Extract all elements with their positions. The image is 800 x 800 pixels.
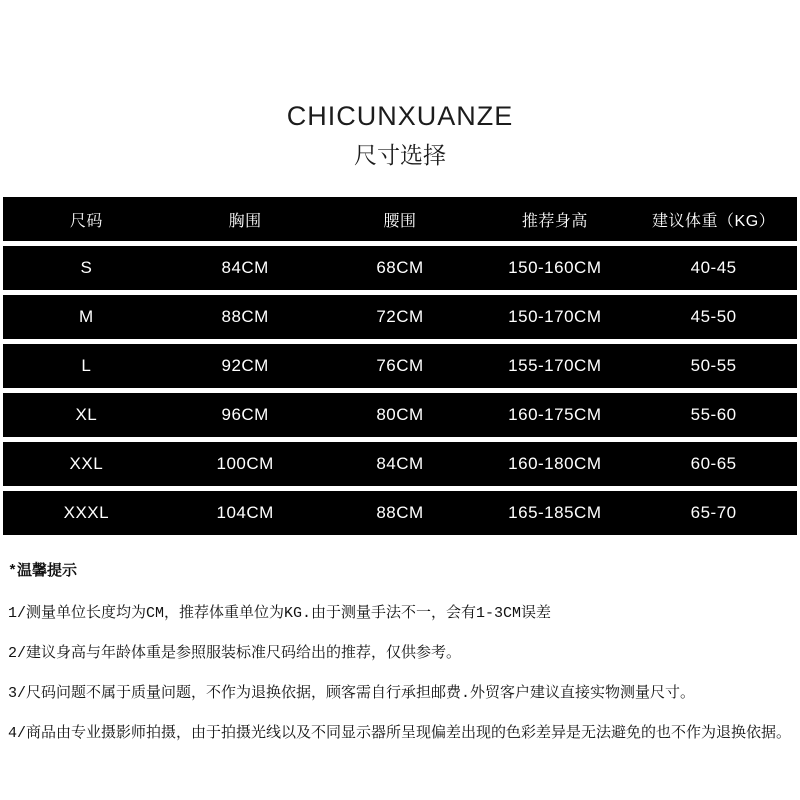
cell-waist: 68CM <box>376 258 424 277</box>
size-table-header-row <box>3 197 797 241</box>
cell-chest: 100CM <box>216 454 274 473</box>
cell-weight: 60-65 <box>690 454 737 473</box>
note-item-3: 3/尺码问题不属于质量问题，不作为退换依据，顾客需自行承担邮费.外贸客户建议直接实物测量尺寸。 <box>8 685 696 702</box>
header-cell-height: 推荐身高 <box>521 212 588 230</box>
cell-height: 150-170CM <box>508 307 602 326</box>
header-cell-weight: 建议体重（KG） <box>652 212 776 230</box>
header-cell-chest: 胸围 <box>228 212 262 230</box>
cell-size: M <box>79 307 94 326</box>
table-row-m <box>3 295 797 339</box>
cell-chest: 84CM <box>221 258 269 277</box>
cell-height: 160-175CM <box>508 405 602 424</box>
cell-chest: 92CM <box>221 356 269 375</box>
cell-height: 160-180CM <box>508 454 602 473</box>
cell-waist: 72CM <box>376 307 424 326</box>
title-block <box>0 0 800 174</box>
cell-weight: 55-60 <box>690 405 737 424</box>
header-cell-size: 尺码 <box>69 212 103 230</box>
cell-waist: 88CM <box>376 503 424 522</box>
cell-height: 155-170CM <box>508 356 602 375</box>
cell-size: S <box>80 258 93 277</box>
cell-weight: 65-70 <box>690 503 737 522</box>
header-cell-waist: 腰围 <box>383 212 417 230</box>
cell-waist: 84CM <box>376 454 424 473</box>
cell-height: 150-160CM <box>508 258 602 277</box>
cell-size: XL <box>75 405 98 424</box>
size-table <box>3 197 797 535</box>
note-item-2: 2/建议身高与年龄体重是参照服装标准尺码给出的推荐，仅供参考。 <box>8 645 462 662</box>
cell-weight: 45-50 <box>690 307 737 326</box>
notes-section <box>8 563 792 743</box>
cell-height: 165-185CM <box>508 503 602 522</box>
cell-size: XXXL <box>63 503 110 522</box>
table-row-l <box>3 344 797 388</box>
table-row-s <box>3 246 797 290</box>
cell-weight: 40-45 <box>690 258 737 277</box>
page-title: 尺寸选择 <box>354 142 446 168</box>
cell-size: L <box>81 356 92 375</box>
notes-title: *温馨提示 <box>8 563 78 580</box>
note-item-4: 4/商品由专业摄影师拍摄，由于拍摄光线以及不同显示器所呈现偏差出现的色彩差异是无法避免的也不作为退换依据。 <box>8 725 792 742</box>
cell-waist: 80CM <box>376 405 424 424</box>
note-item-1: 1/测量单位长度均为CM，推荐体重单位为KG.由于测量手法不一，会有1-3CM误差 <box>8 605 552 622</box>
cell-waist: 76CM <box>376 356 424 375</box>
cell-chest: 96CM <box>221 405 269 424</box>
table-row-xxxl <box>3 491 797 535</box>
cell-chest: 88CM <box>221 307 269 326</box>
brand-title: CHICUNXUANZE <box>286 101 514 131</box>
table-row-xxl <box>3 442 797 486</box>
cell-weight: 50-55 <box>690 356 737 375</box>
cell-chest: 104CM <box>216 503 274 522</box>
table-row-xl <box>3 393 797 437</box>
cell-size: XXL <box>69 454 104 473</box>
